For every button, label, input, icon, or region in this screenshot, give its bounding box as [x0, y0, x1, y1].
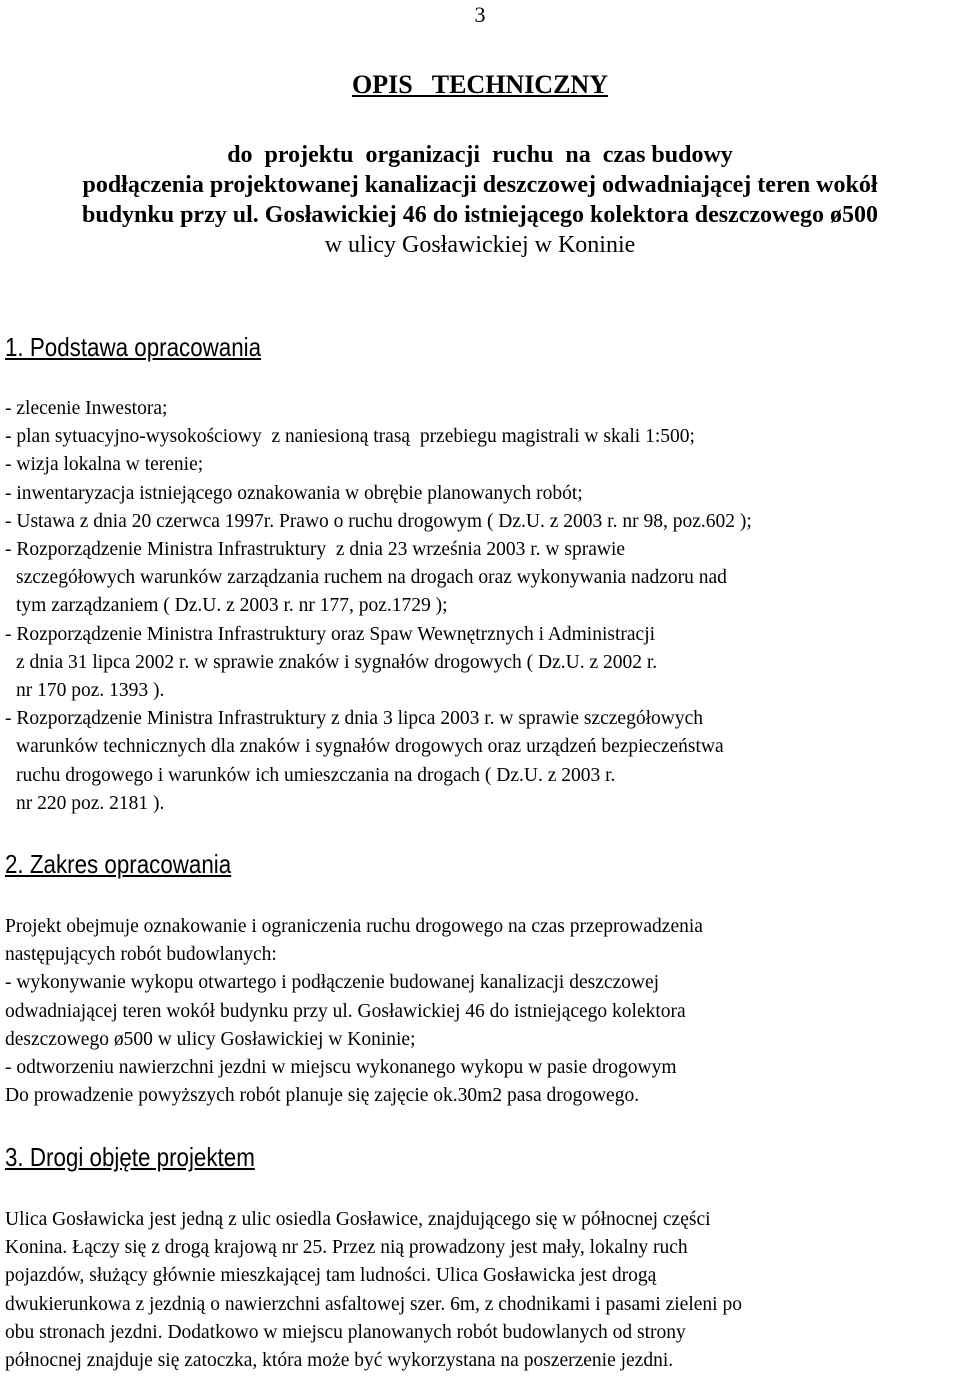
list-item-continuation: ruchu drogowego i warunków ich umieszczania na drogach ( Dz.U. z 2003 r.	[16, 764, 616, 786]
paragraph-line: Projekt obejmuje oznakowanie i ograniczenia ruchu drogowego na czas przeprowadzenia	[5, 916, 703, 937]
list-item-continuation: z dnia 31 lipca 2002 r. w sprawie znaków i sygnałów drogowych ( Dz.U. z 2002 r.	[16, 651, 658, 673]
list-item-continuation: warunków technicznych dla znaków i sygnałów drogowych oraz urządzeń bezpieczeństwa	[16, 736, 724, 758]
paragraph-line: dwukierunkowa z jezdnią o nawierzchni asfaltowej szer. 6m, z chodnikami i pasami zieleni po	[5, 1293, 742, 1315]
list-item: - Rozporządzenie Ministra Infrastruktury oraz Spaw Wewnętrznych i Administracji	[5, 623, 656, 645]
list-item: - wykonywanie wykopu otwartego i podłączenie budowanej kanalizacji deszczowej	[5, 972, 660, 994]
subtitle-line: w ulicy Gosławickiej w Koninie	[324, 232, 636, 258]
subtitle-line: podłączenia projektowanej kanalizacji deszczowej odwadniającej teren wokół	[82, 172, 878, 198]
list-item: - Rozporządzenie Ministra Infrastruktury z dnia 3 lipca 2003 r. w sprawie szczegółowych	[5, 708, 703, 730]
subtitle-line: do projektu organizacji ruchu na czas budowy	[227, 142, 733, 168]
document-title: OPIS TECHNICZNY	[352, 70, 608, 99]
list-item-continuation: deszczowego ø500 w ulicy Gosławickiej w Koninie;	[5, 1028, 416, 1050]
list-item: - zlecenie Inwestora;	[5, 398, 168, 419]
paragraph-line: następujących robót budowlanych:	[5, 944, 277, 966]
section-3-heading: 3. Drogi objęte projektem	[5, 1142, 255, 1172]
list-item: - Ustawa z dnia 20 czerwca 1997r. Prawo o ruchu drogowym ( Dz.U. z 2003 r. nr 98, poz.602 );	[5, 510, 752, 532]
list-item-continuation: szczegółowych warunków zarządzania ruchem na drogach oraz wykonywania nadzoru nad	[16, 567, 727, 589]
subtitle-line: budynku przy ul. Gosławickiej 46 do istniejącego kolektora deszczowego ø500	[82, 202, 878, 228]
section-1-heading: 1. Podstawa opracowania	[5, 332, 262, 362]
list-item: - wizja lokalna w terenie;	[5, 454, 204, 476]
list-item: - plan sytuacyjno-wysokościowy z naniesioną trasą przebiegu magistrali w skali 1:500;	[5, 426, 695, 448]
paragraph-line: północnej znajduje się zatoczka, która może być wykorzystana na poszerzenie jezdni.	[5, 1350, 674, 1372]
section-1-body	[5, 395, 955, 818]
paragraph-line: pojazdów, służący głównie mieszkającej tam ludności. Ulica Gosławicka jest drogą	[5, 1265, 657, 1287]
list-item-continuation: nr 220 poz. 2181 ).	[16, 792, 165, 814]
paragraph-line: obu stronach jezdni. Dodatkowo w miejscu planowanych robót budowlanych od strony	[5, 1321, 686, 1343]
list-item: - inwentaryzacja istniejącego oznakowania w obrębie planowanych robót;	[5, 482, 583, 504]
paragraph-line: Konina. Łączy się z drogą krajową nr 25. Przez nią prowadzony jest mały, lokalny ruch	[5, 1237, 688, 1259]
section-2-body	[5, 913, 955, 1110]
page-number: 3	[474, 2, 486, 27]
section-2-heading: 2. Zakres opracowania	[5, 849, 232, 879]
list-item-continuation: odwadniającej teren wokół budynku przy ul. Gosławickiej 46 do istniejącego kolektora	[5, 1000, 686, 1022]
list-item-continuation: nr 170 poz. 1393 ).	[16, 680, 165, 702]
document-subtitle	[0, 140, 960, 260]
list-item: - odtworzeniu nawierzchni jezdni w miejscu wykonanego wykopu w pasie drogowym	[5, 1057, 677, 1079]
paragraph-line: Ulica Gosławicka jest jedną z ulic osiedla Gosławice, znajdującego się w północnej części	[5, 1209, 711, 1230]
section-3-body	[5, 1206, 955, 1375]
list-item: - Rozporządzenie Ministra Infrastruktury z dnia 23 września 2003 r. w sprawie	[5, 539, 626, 561]
paragraph-line: Do prowadzenie powyższych robót planuje się zajęcie ok.30m2 pasa drogowego.	[5, 1085, 640, 1107]
list-item-continuation: tym zarządzaniem ( Dz.U. z 2003 r. nr 177, poz.1729 );	[16, 595, 448, 617]
